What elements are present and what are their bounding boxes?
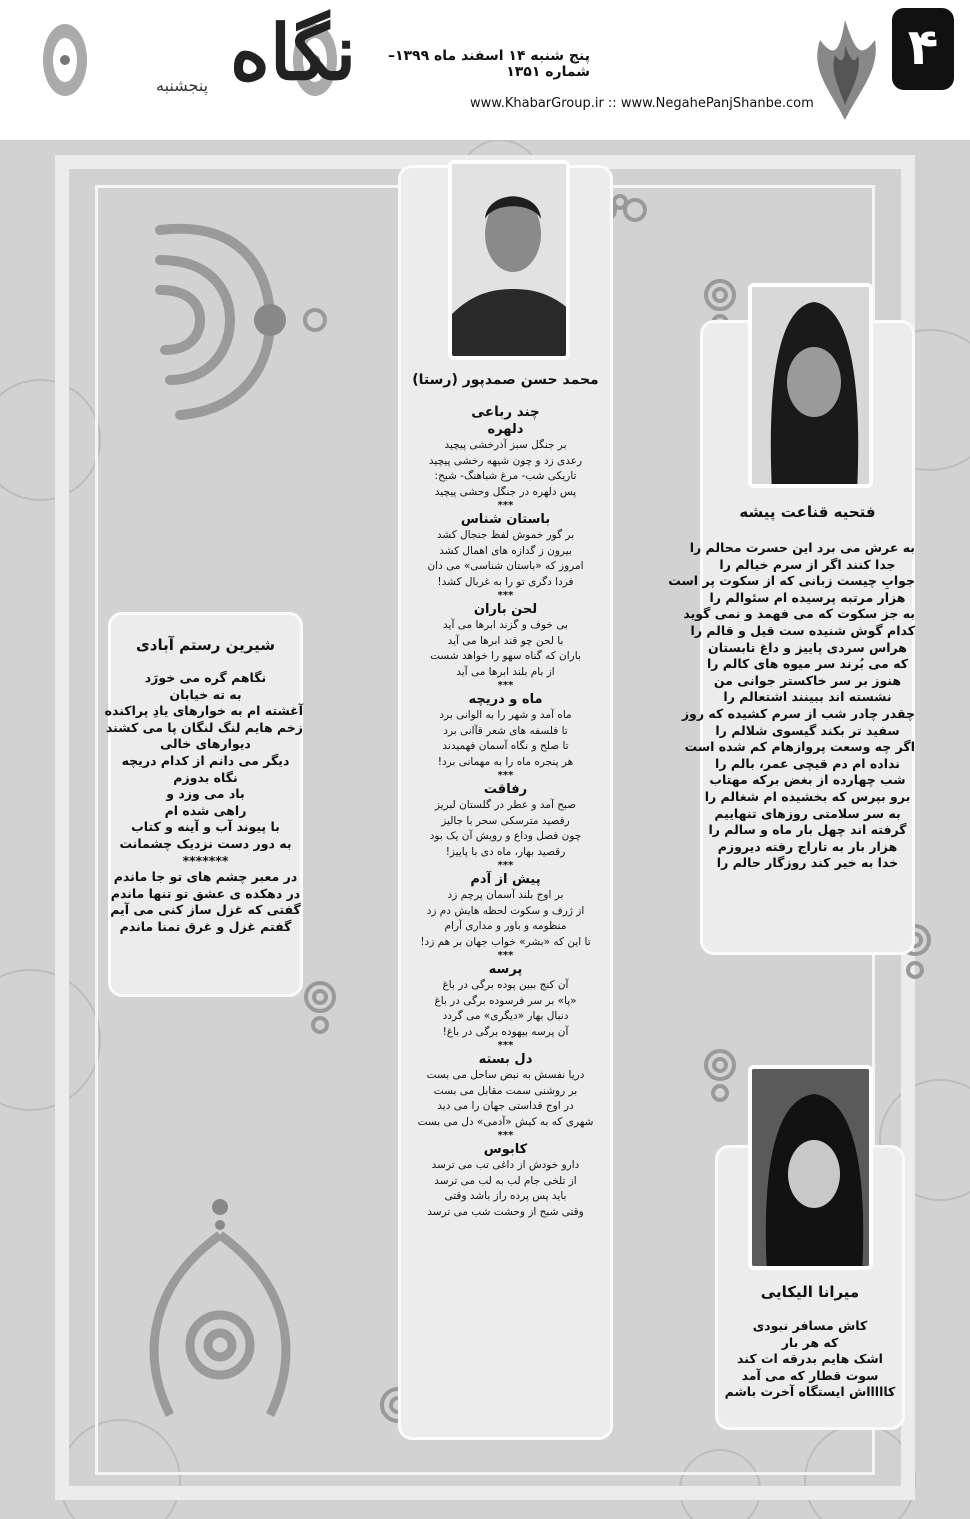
poem-line: پس دلهره در جنگل وحشی پیچید [434,485,577,498]
poem-line: گفتم غزل و غرق تمنا ماندم [119,918,292,934]
poem-line: ******* [182,852,229,868]
poet-name: محمد حسن صمدپور (رستا) [412,372,599,388]
portrait-woman-scarf-icon [752,1069,873,1270]
poem-line: وقتی شبح از وحشت شب می ترسد [427,1205,584,1218]
poem-title: باستان شناس [460,512,551,527]
poem-line: در معبر چشم های تو جا ماندم [113,869,298,885]
poem-line: کاااااش ایستگاه آخرت باشم [724,1384,896,1400]
poem-line: گرفته اند چهل بار ماه و سالم را [708,822,907,838]
poem-separator: *** [497,1130,514,1141]
poem-line: در اوج قداستی جهان را می دید [437,1100,574,1112]
poem-title: ماه و دریچه [468,692,543,707]
page-number-badge [892,8,954,90]
poem-separator: *** [497,860,514,871]
poem-line: به سر سلامتی روزهای تنهاییم [714,805,901,821]
poem-line: امروز که «باستان شناسی» می دان [427,560,584,572]
poem-line: رقصید بهار، ماه دی با پاییز! [445,845,566,858]
poem-line: منظومه و باور و مداری آرام [444,920,567,932]
poem-line: شب چهارده از بغض برکه مهتاب [709,772,906,788]
poem-line: برو بپرس که بخشیده ام شغالم را [704,788,911,804]
portrait-man-suit-icon [452,164,570,360]
website-links: www.KhabarGroup.ir :: www.NegahePanjShanbe.com [470,96,814,111]
logo-subtitle: پنجشنبه [156,76,209,95]
page-number: ۴ [907,18,939,76]
poem-line: رقصید مترسکی سحر با جالیز [441,814,570,827]
poem-separator: *** [497,500,514,511]
swirl-ornament-right2-icon [690,1045,750,1105]
poem-line: گفتی که غزل ساز کنی می آیم [110,902,301,918]
poem-line: سوت قطار که می آمد [741,1367,879,1383]
poem-line: بی خوف و گزند ابرها می آید [443,619,568,631]
poem-line: صبح آمد و عطر در گلستان لبریز [434,799,577,811]
arabesque-ornament-bottom-icon [130,1195,310,1435]
poet-name: فتحیه قناعت پیشه [739,503,876,521]
poem-line: بیرون ز گدازه های اهمال کشد [439,544,572,557]
poem-separator: *** [497,1040,514,1051]
poet-name: میرانا الیکایی [760,1283,860,1301]
portrait-woman-hijab-icon [752,287,873,488]
poem-line: هر پنجره ماه را به مهمانی برد! [437,755,574,768]
poem-text-right [668,540,915,872]
poem-line: نگاه بدوزم [173,769,238,785]
poem-line: هنوز بر سر خاکستر جوانی من [713,672,902,688]
poem-title: دلهره [487,422,524,437]
poem-line: با پیوند آب و آینه و کتاب [131,819,280,835]
poem-line: به عرش می برد این حسرت محالم را [689,540,915,555]
poem-line: «پا» بر سر فرسوده برگی در باغ [434,994,577,1007]
poem-line: دنبال بهار «دیگری» می گردد [442,1010,569,1022]
poem-line: به ته خیابان [169,686,242,702]
poem-line: رعدی زد و چون شیهه رخشی پیچید [428,454,583,467]
poem-text-left [104,670,303,936]
poem-title: دل بسته [478,1052,533,1067]
poem-line: با لحن چو قند ابرها می آید [447,634,564,647]
poem-line: ماه آمد و شهر را به الوانی برد [439,709,572,721]
poem-line: باران که گناه سهو را خواهد شست [430,650,581,662]
poem-line: آن کنج ببین پوده برگی در باغ [442,979,569,991]
poem-line: کاش مسافر نبودی [752,1318,868,1333]
poem-line: سفید تر بکند گیسوی شلالم را [715,722,900,738]
poem-text-bottom-right [715,1318,905,1401]
phoenix-bird-icon [800,10,890,125]
poem-line: هزار مرتبه پرسیده ام سئوالم را [709,589,906,605]
poem-line: چون فصل وداع و رویش آن یک بود [429,830,582,842]
poem-separator: *** [497,770,514,781]
poet-photo-samadpour [448,160,570,360]
poem-line: بر جنگل سبز آذرخشی پیچید [444,439,567,451]
poem-line: تا این که «بشر» خواب جهان بر هم زد! [420,935,591,948]
poem-line: از بام بلند ابرها می آید [456,665,555,678]
poem-line: بر اوج بلند آسمان پرچم زد [447,889,564,901]
poem-title: رفاقت [483,782,528,797]
poem-line: دریا نفسش به نبض ساحل می بست [426,1069,585,1081]
poet-photo-elikaei [748,1065,873,1270]
poem-line: زخم هایم لنگ لنگان پا می کشند [105,719,303,735]
collection-heading: چند رباعی [471,404,540,420]
poem-title: پیش از آدم [470,872,541,887]
poem-separator: *** [497,680,514,691]
poem-line: تاریکی شب- مرغ شباهنگ- شبح: [434,470,577,482]
poem-line: آغشته ام به خوارهای یادِ پراکنده [104,703,303,719]
poem-line: از تلخی جام لب به لب می ترسد [434,1174,577,1187]
poem-line: بر گور خموش لفظ جنجال کشد [436,529,575,541]
poem-line: باید پس پرده راز باشد وقتی [444,1190,567,1202]
poem-line: در دهکده ی عشق تو تنها ماندم [110,885,301,901]
poem-line: اشک هایم بدرقه ات کند [737,1351,883,1367]
poem-line: دیگر می دانم از کدام دریچه [121,752,290,768]
poem-line: از ژرف و سکوت لحظه هایش دم زد [426,904,585,917]
poem-line: آن پرسه بیهوده برگی در باغ! [442,1025,569,1038]
poem-line: نشسته اند ببینند اشتعالم را [723,689,892,705]
poem-text-center [403,404,608,1220]
arabesque-ornament-icon [100,210,340,430]
poem-line: که هر بار [781,1334,839,1350]
poem-line: به جز سکوت که می فهمد و نمی گوید [683,606,915,622]
poem-title: پرسه [488,962,523,977]
poem-line: اگر چه وسعت پروازهام کم شده است [684,739,915,755]
poem-line: که می بُرند سر میوه های کالم را [707,656,908,672]
poem-title: کابوس [483,1142,528,1157]
logo-title: نگاه [230,8,357,97]
poem-separator: *** [497,590,514,601]
poet-photo-ghanaat-pisheh [748,283,873,488]
poem-line: نگاهم گره می خورَد [144,670,267,685]
poem-line: بر روشنی سمت مقابل می بست [433,1084,578,1097]
poem-line: جوابِ چیست زبانی که از سکوت پر است [668,573,915,589]
poem-line: خدا به خیر کند روزگار حالم را [716,855,899,871]
poem-line: باد می وزد و [166,786,245,802]
poem-line: به دور دست نزدیک چشمانت [119,835,292,851]
poem-line: شهری که به کیش «آدمی» دل می بست [417,1115,594,1128]
poem-line: راهی شده ام [164,802,247,818]
poem-line: جدا کنند اگر از سرم خیالم را [719,556,896,572]
newspaper-logo [40,6,357,116]
poem-line: دارو خودش از داغی تب می ترسد [431,1159,580,1171]
poem-line: دیوارهای خالی [160,736,251,752]
poem-line: هزار بار به تاراج رفته دیروزم [717,838,898,854]
page-header [0,0,970,140]
poem-line: فردا دگری تو را به غربال کشد! [437,575,574,588]
poem-line: تا صلح و نگاه آسمان فهمیدند [442,740,569,752]
poem-title: لحن باران [473,602,538,617]
poem-separator: *** [497,950,514,961]
issue-dateline: پنج شنبه ۱۴ اسفند ماه ۱۳۹۹– شماره ۱۳۵۱ [387,48,590,80]
poet-name: شیرین رستم آبادی [136,636,275,654]
poem-line: نداده ام دم قیچی عمر، بالم را [715,755,900,771]
poem-line: چقدر چادر شب از سرم کشیده که روز [681,705,915,721]
poem-line: تا فلسفه های شعر قآانی برد [443,724,568,737]
poem-line: هراس سردی پاییز و داغ تابستان [708,639,907,655]
poem-line: کدام گوش شنیده ست قیل و قالم را [690,622,915,638]
